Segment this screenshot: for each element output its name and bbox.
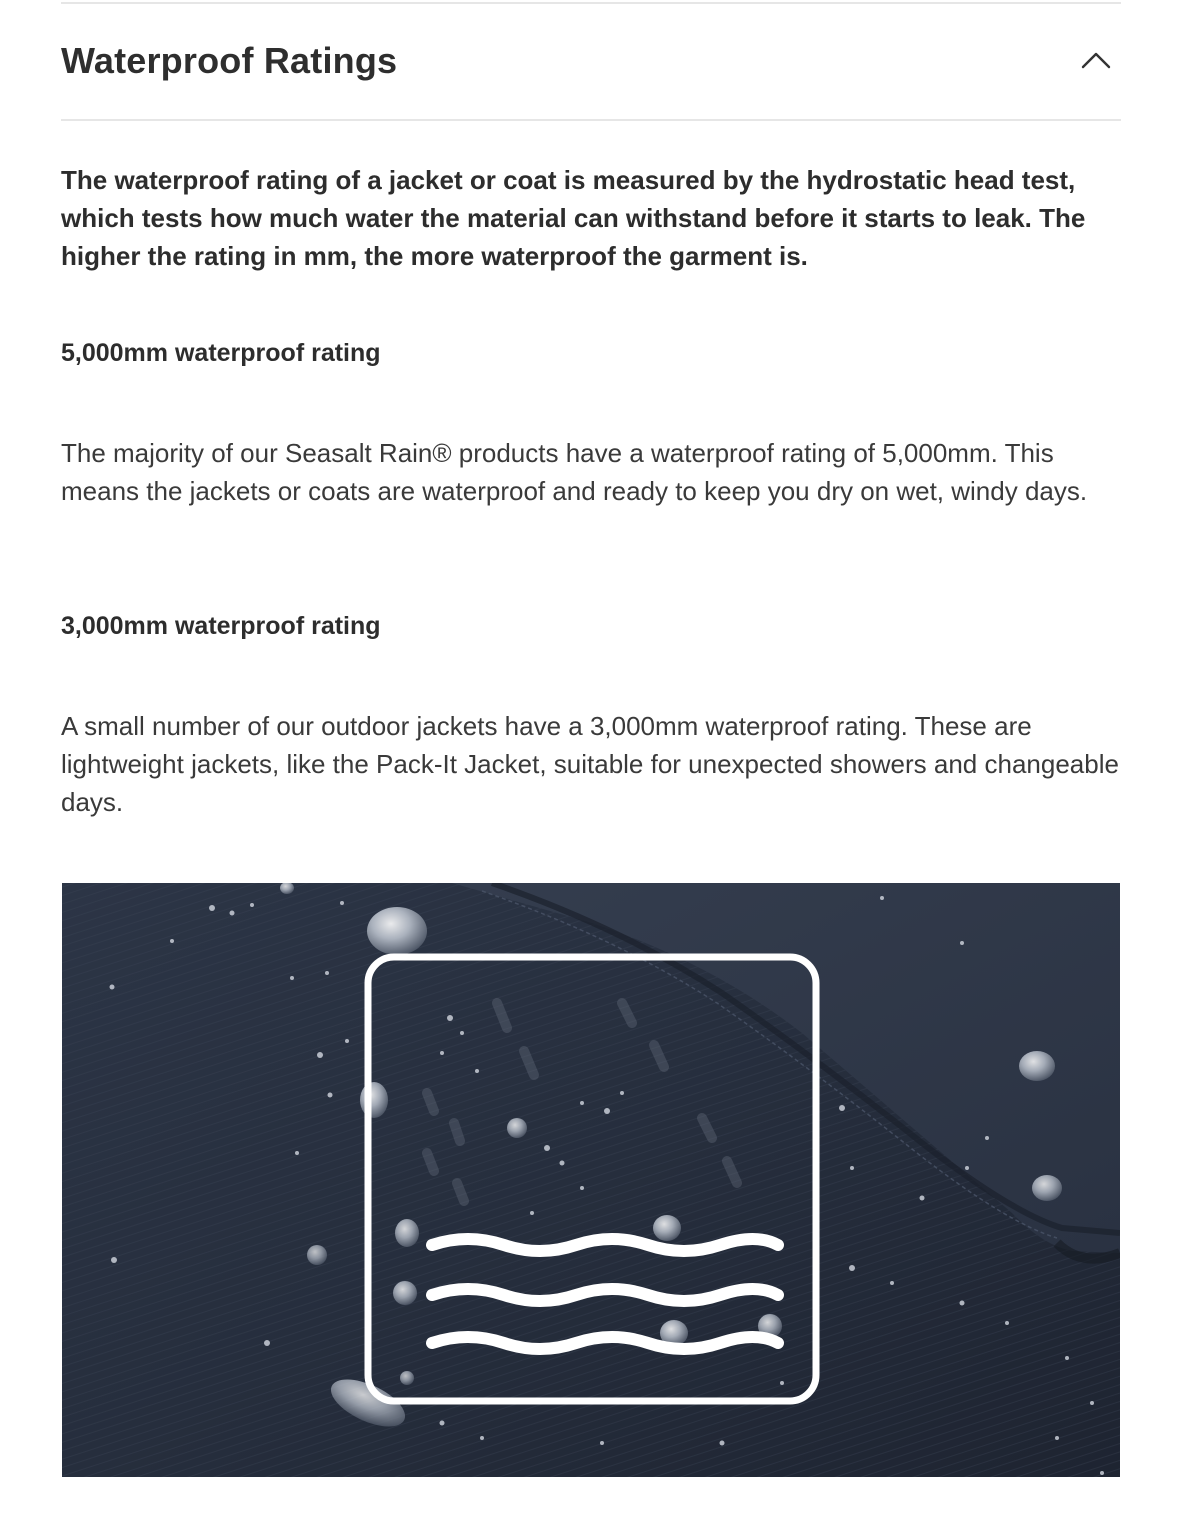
intro-paragraph: The waterproof rating of a jacket or coat is measured by the hydrostatic head test, which tests how much water the material can withstand before it starts to leak. The higher the rating in mm, the more waterproof the garment is.: [61, 165, 1086, 271]
top-divider: [61, 2, 1121, 4]
section-body-5000mm: The majority of our Seasalt Rain® products have a waterproof rating of 5,000mm. This means the jackets or coats are waterproof and ready to keep you dry on wet, windy days.: [61, 438, 1088, 506]
section-heading-5000mm: 5,000mm waterproof rating: [61, 339, 381, 367]
header-divider: [61, 119, 1121, 121]
accordion-header-waterproof-ratings[interactable]: [61, 30, 1121, 94]
section-body-3000mm: A small number of our outdoor jackets have a 3,000mm waterproof rating. These are lightweight jackets, like the Pack-It Jacket, suitable for unexpected showers and changeable days.: [61, 711, 1119, 817]
section-heading-3000mm: 3,000mm waterproof rating: [61, 612, 381, 640]
waterproof-fabric-image: [62, 883, 1120, 1477]
accordion-title: Waterproof Ratings: [61, 40, 398, 81]
chevron-up-icon[interactable]: [1079, 44, 1113, 78]
